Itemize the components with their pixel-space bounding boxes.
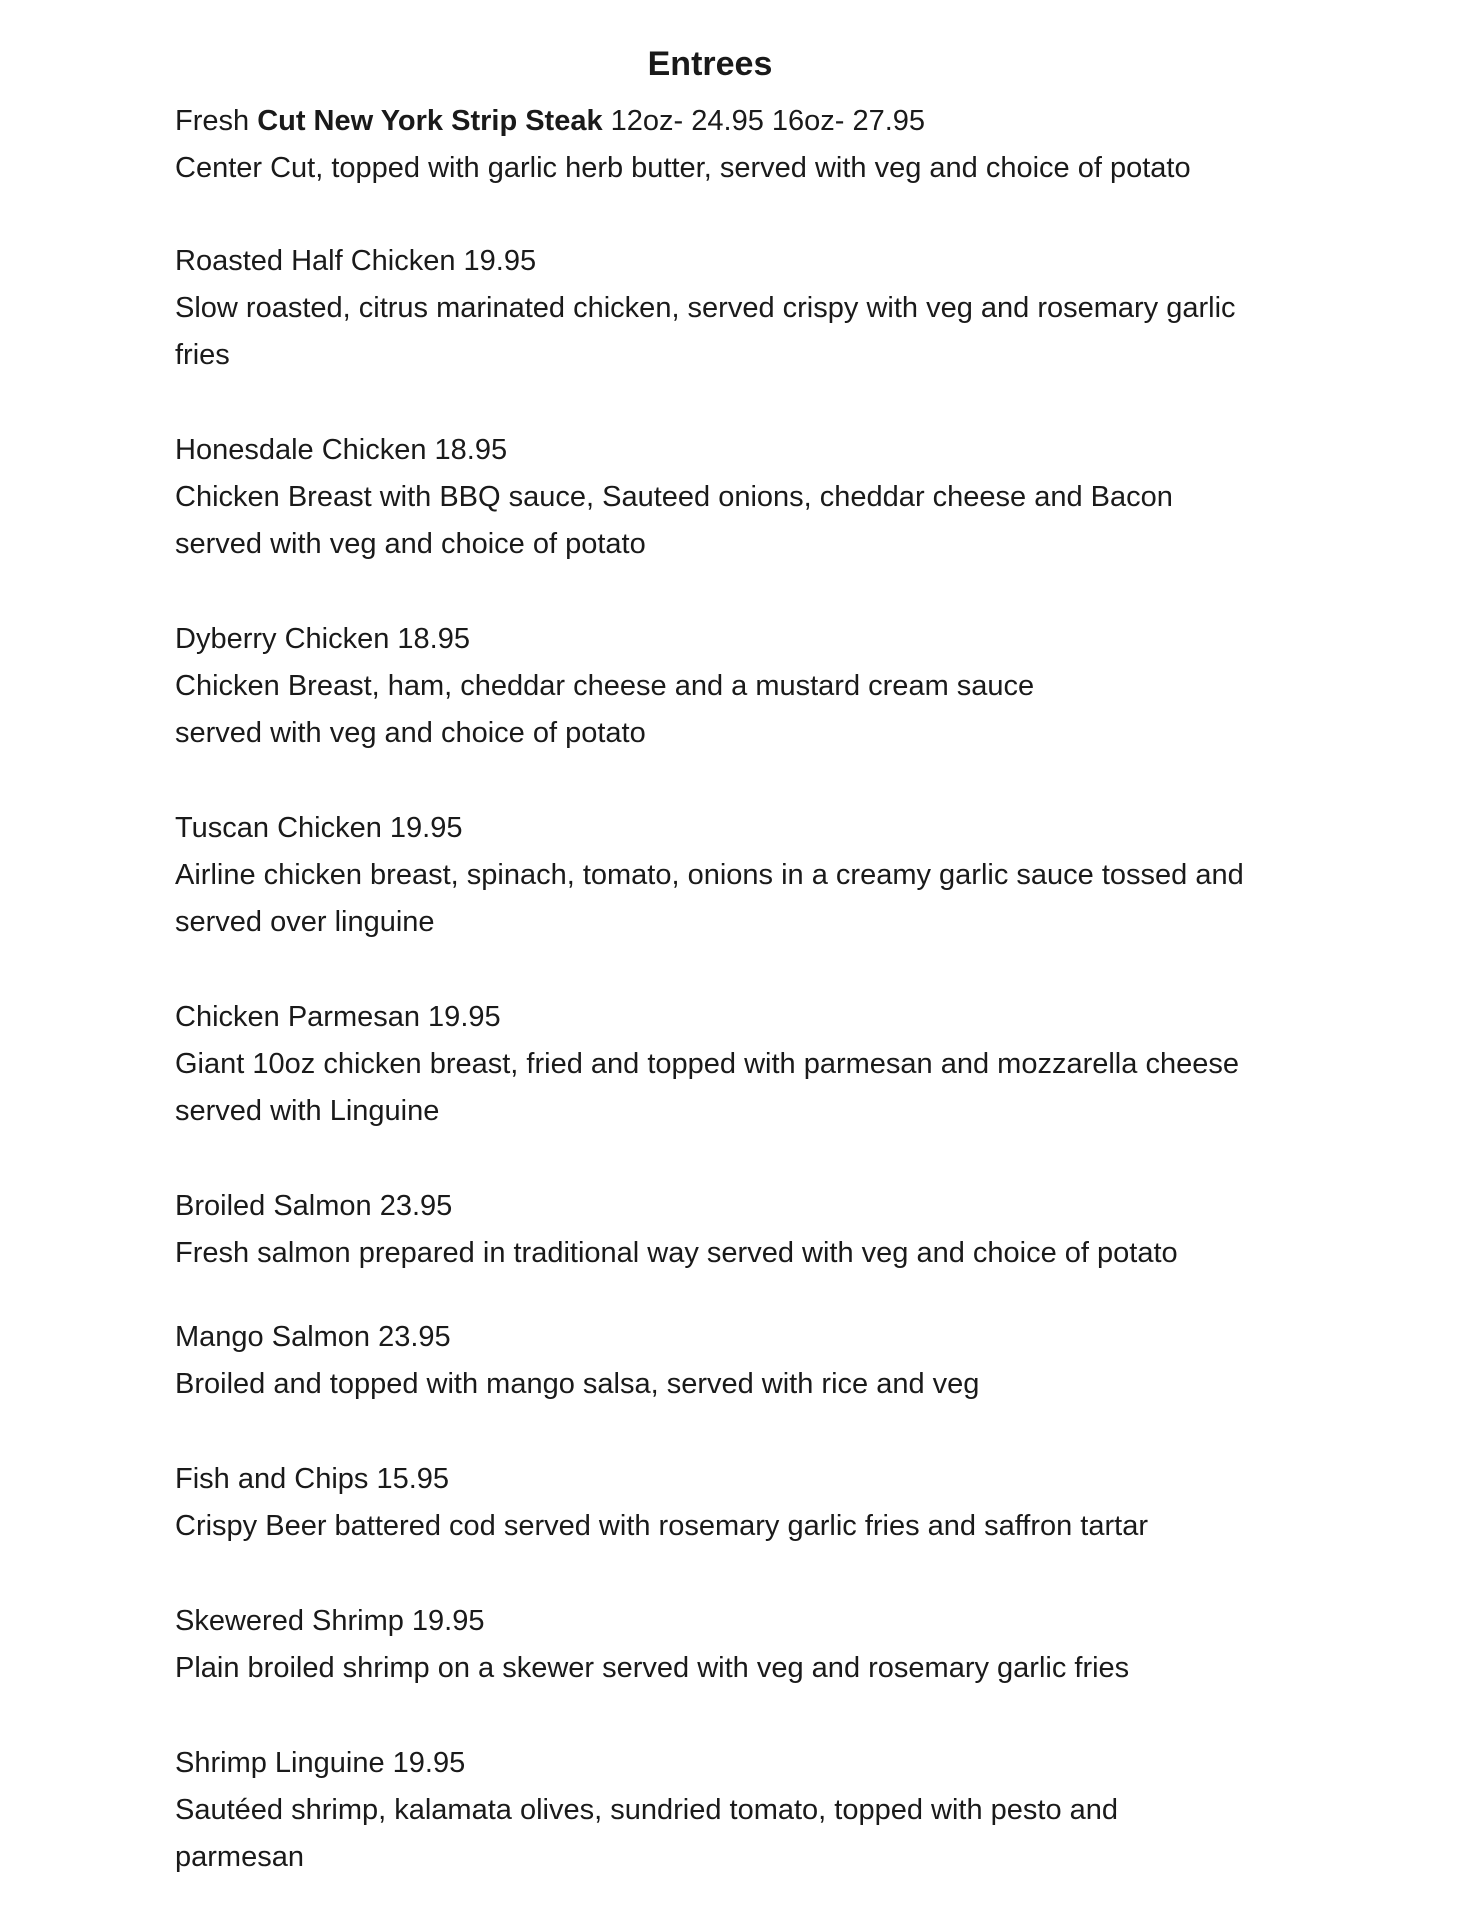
menu-item-broiled-salmon [175,1183,1355,1277]
menu-item-description: served with veg and choice of potato [175,528,646,560]
menu-item-description: served with veg and choice of potato [175,717,646,749]
menu-item-chicken-parmesan [175,994,1355,1135]
menu-item-name-bold: Cut New York Strip Steak [257,105,603,137]
menu-item-description: Giant 10oz chicken breast, fried and topped with parmesan and mozzarella cheese [175,1048,1239,1080]
menu-item-description: Fresh salmon prepared in traditional way served with veg and choice of potato [175,1237,1178,1269]
menu-item-name: Tuscan Chicken 19.95 [175,812,463,844]
menu-item-name: Mango Salmon 23.95 [175,1321,451,1353]
menu-item-fish-and-chips [175,1456,1355,1550]
menu-item-ny-strip-steak [175,98,1355,192]
menu-item-description: parmesan [175,1841,304,1873]
menu-item-dyberry-chicken [175,616,1355,757]
menu-item-shrimp-linguine [175,1740,1355,1881]
menu-item-name: Broiled Salmon 23.95 [175,1190,453,1222]
menu-item-description: fries [175,339,230,371]
menu-item-description: Center Cut, topped with garlic herb butter, served with veg and choice of potato [175,152,1191,184]
menu-item-name: Fresh Cut New York Strip Steak 12oz- 24.95 16oz- 27.95 [175,105,926,137]
menu-item-name: Shrimp Linguine 19.95 [175,1747,466,1779]
menu-item-name: Skewered Shrimp 19.95 [175,1605,485,1637]
menu-item-description: Chicken Breast with BBQ sauce, Sauteed onions, cheddar cheese and Bacon [175,481,1173,513]
menu-item-description: Sautéed shrimp, kalamata olives, sundried tomato, topped with pesto and [175,1794,1119,1826]
menu-item-description: Slow roasted, citrus marinated chicken, served crispy with veg and rosemary garlic [175,292,1236,324]
menu-item-price: 12oz- 24.95 16oz- 27.95 [602,105,926,137]
menu-item-description: Broiled and topped with mango salsa, served with rice and veg [175,1368,980,1400]
menu-item-name: Honesdale Chicken 18.95 [175,434,508,466]
menu-item-description: served with Linguine [175,1095,440,1127]
menu-item-description: served over linguine [175,906,435,938]
menu-item-honesdale-chicken [175,427,1355,568]
menu-item-mango-salmon [175,1314,1355,1408]
menu-item-name: Roasted Half Chicken 19.95 [175,245,537,277]
menu-item-name: Dyberry Chicken 18.95 [175,623,470,655]
menu-item-roasted-half-chicken [175,238,1355,379]
menu-item-name: Chicken Parmesan 19.95 [175,1001,501,1033]
menu-item-skewered-shrimp [175,1598,1355,1692]
menu-item-description: Plain broiled shrimp on a skewer served with veg and rosemary garlic fries [175,1652,1130,1684]
page-title: Entrees [647,45,773,83]
menu-item-description: Airline chicken breast, spinach, tomato, onions in a creamy garlic sauce tossed and [175,859,1244,891]
menu-item-tuscan-chicken [175,805,1355,946]
menu-item-description: Crispy Beer battered cod served with rosemary garlic fries and saffron tartar [175,1510,1148,1542]
menu-item-description: Chicken Breast, ham, cheddar cheese and a mustard cream sauce [175,670,1035,702]
menu-item-name: Fish and Chips 15.95 [175,1463,450,1495]
